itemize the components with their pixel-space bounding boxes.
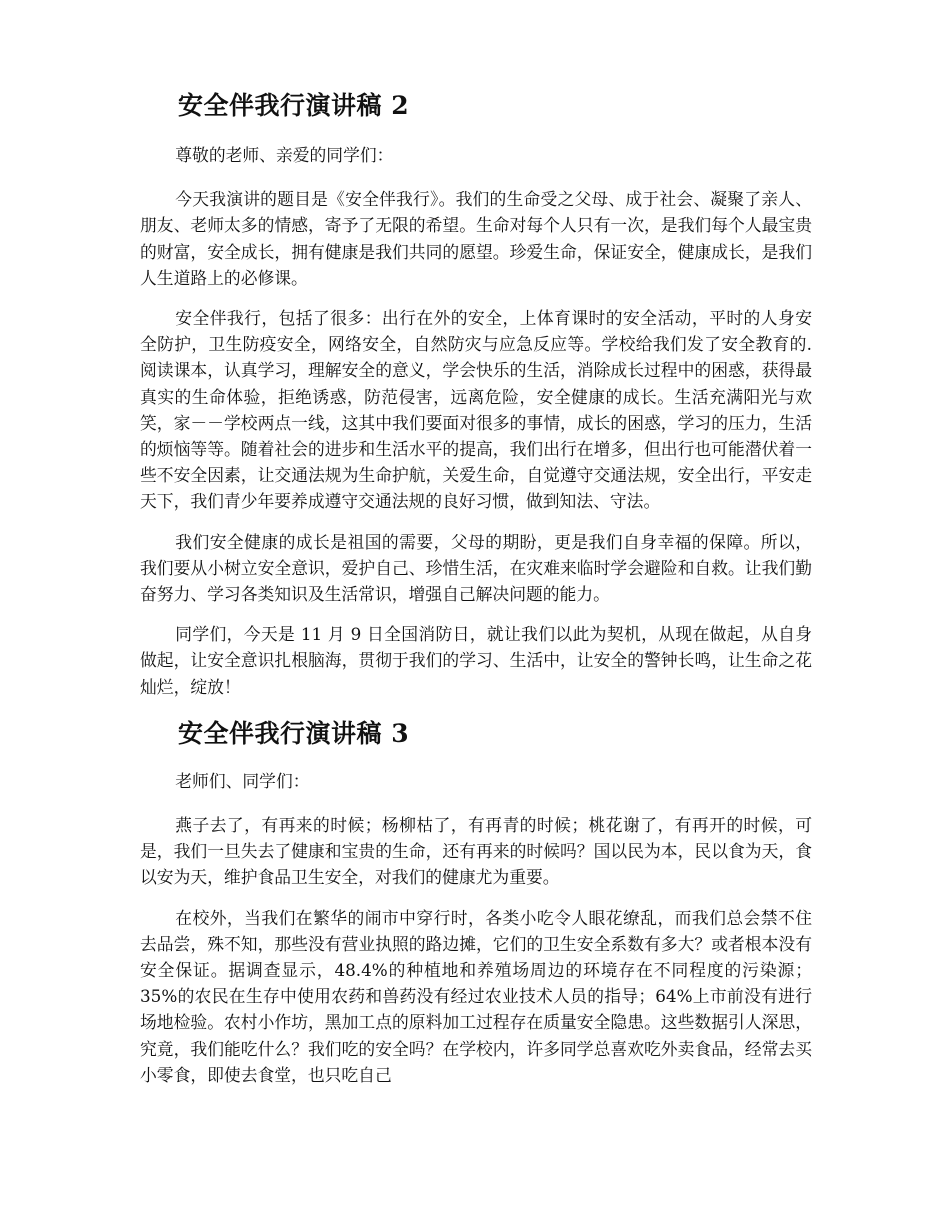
document-page xyxy=(140,86,812,1102)
section-title: 安全伴我行演讲稿 3 xyxy=(178,718,410,748)
body-paragraph: 燕子去了，有再来的时候；杨柳枯了，有再青的时候；桃花谢了，有再开的时候，可是，我们一旦失去了健康和宝贵的生命，还有再来的时候吗？国以民为本，民以食为天，食以安为天，维护食品卫生安全，对我们的健康尤为重要。 xyxy=(140,815,812,888)
salutation: 老师们、同学们： xyxy=(175,770,310,791)
body-paragraph: 今天我演讲的题目是《安全伴我行》。我们的生命受之父母、成于社会、凝聚了亲人、朋友、老师太多的情感，寄予了无限的希望。生命对每个人只有一次，是我们每个人最宝贵的财富，安全成长，拥有健康是我们共同的愿望。珍爱生命，保证安全，健康成长，是我们人生道路上的必修课。 xyxy=(140,189,812,288)
body-paragraph: 我们安全健康的成长是祖国的需要，父母的期盼，更是我们自身幸福的保障。所以，我们要从小树立安全意识，爱护自己、珍惜生活，在灾难来临时学会避险和自救。让我们勤奋努力、学习各类知识及生活常识，增强自己解决问题的能力。 xyxy=(140,531,812,605)
body-paragraph: 同学们，今天是 11 月 9 日全国消防日，就让我们以此为契机，从现在做起，从自身做起，让安全意识扎根脑海，贯彻于我们的学习、生活中，让安全的警钟长鸣，让生命之花灿烂，绽放！ xyxy=(140,624,812,697)
body-paragraph: 安全伴我行，包括了很多：出行在外的安全，上体育课时的安全活动，平时的人身安全防护，卫生防疫安全，网络安全，自然防灾与应急反应等。学校给我们发了安全教育的.阅读课本，认真学习，理解安全的意义，学会快乐的生活，消除成长过程中的困惑，获得最真实的生命体验，拒绝诱惑，防范侵害，远离危险，安全健康的成长。生活充满阳光与欢笑，家－－学校两点一线，这其中我们要面对很多的事情，成长的困惑，学习的压力，生活的烦恼等等。随着社会的进步和生活水平的提高，我们出行在增多，但出行也可能潜伏着一些不安全因素，让交通法规为生命护航，关爱生命，自觉遵守交通法规，安全出行，平安走天下，我们青少年要养成遵守交通法规的良好习惯，做到知法、守法。 xyxy=(140,308,812,512)
body-paragraph: 在校外，当我们在繁华的闹市中穿行时，各类小吃令人眼花缭乱，而我们总会禁不住去品尝，殊不知，那些没有营业执照的路边摊，它们的卫生安全系数有多大？或者根本没有安全保证。据调查显示，48.4%的种植地和养殖场周边的环境存在不同程度的污染源；35%的农民在生存中使用农药和兽药没有经过农业技术人员的指导；64%上市前没有进行场地检验。农村小作坊，黑加工点的原料加工过程存在质量安全隐患。这些数据引人深思，究竟，我们能吃什么？我们吃的安全吗？在学校内，许多同学总喜欢吃外卖食品，经常去买小零食，即使去食堂，也只吃自己 xyxy=(140,907,812,1085)
section-title: 安全伴我行演讲稿 2 xyxy=(178,91,410,120)
salutation: 尊敬的老师、亲爱的同学们： xyxy=(175,145,394,165)
